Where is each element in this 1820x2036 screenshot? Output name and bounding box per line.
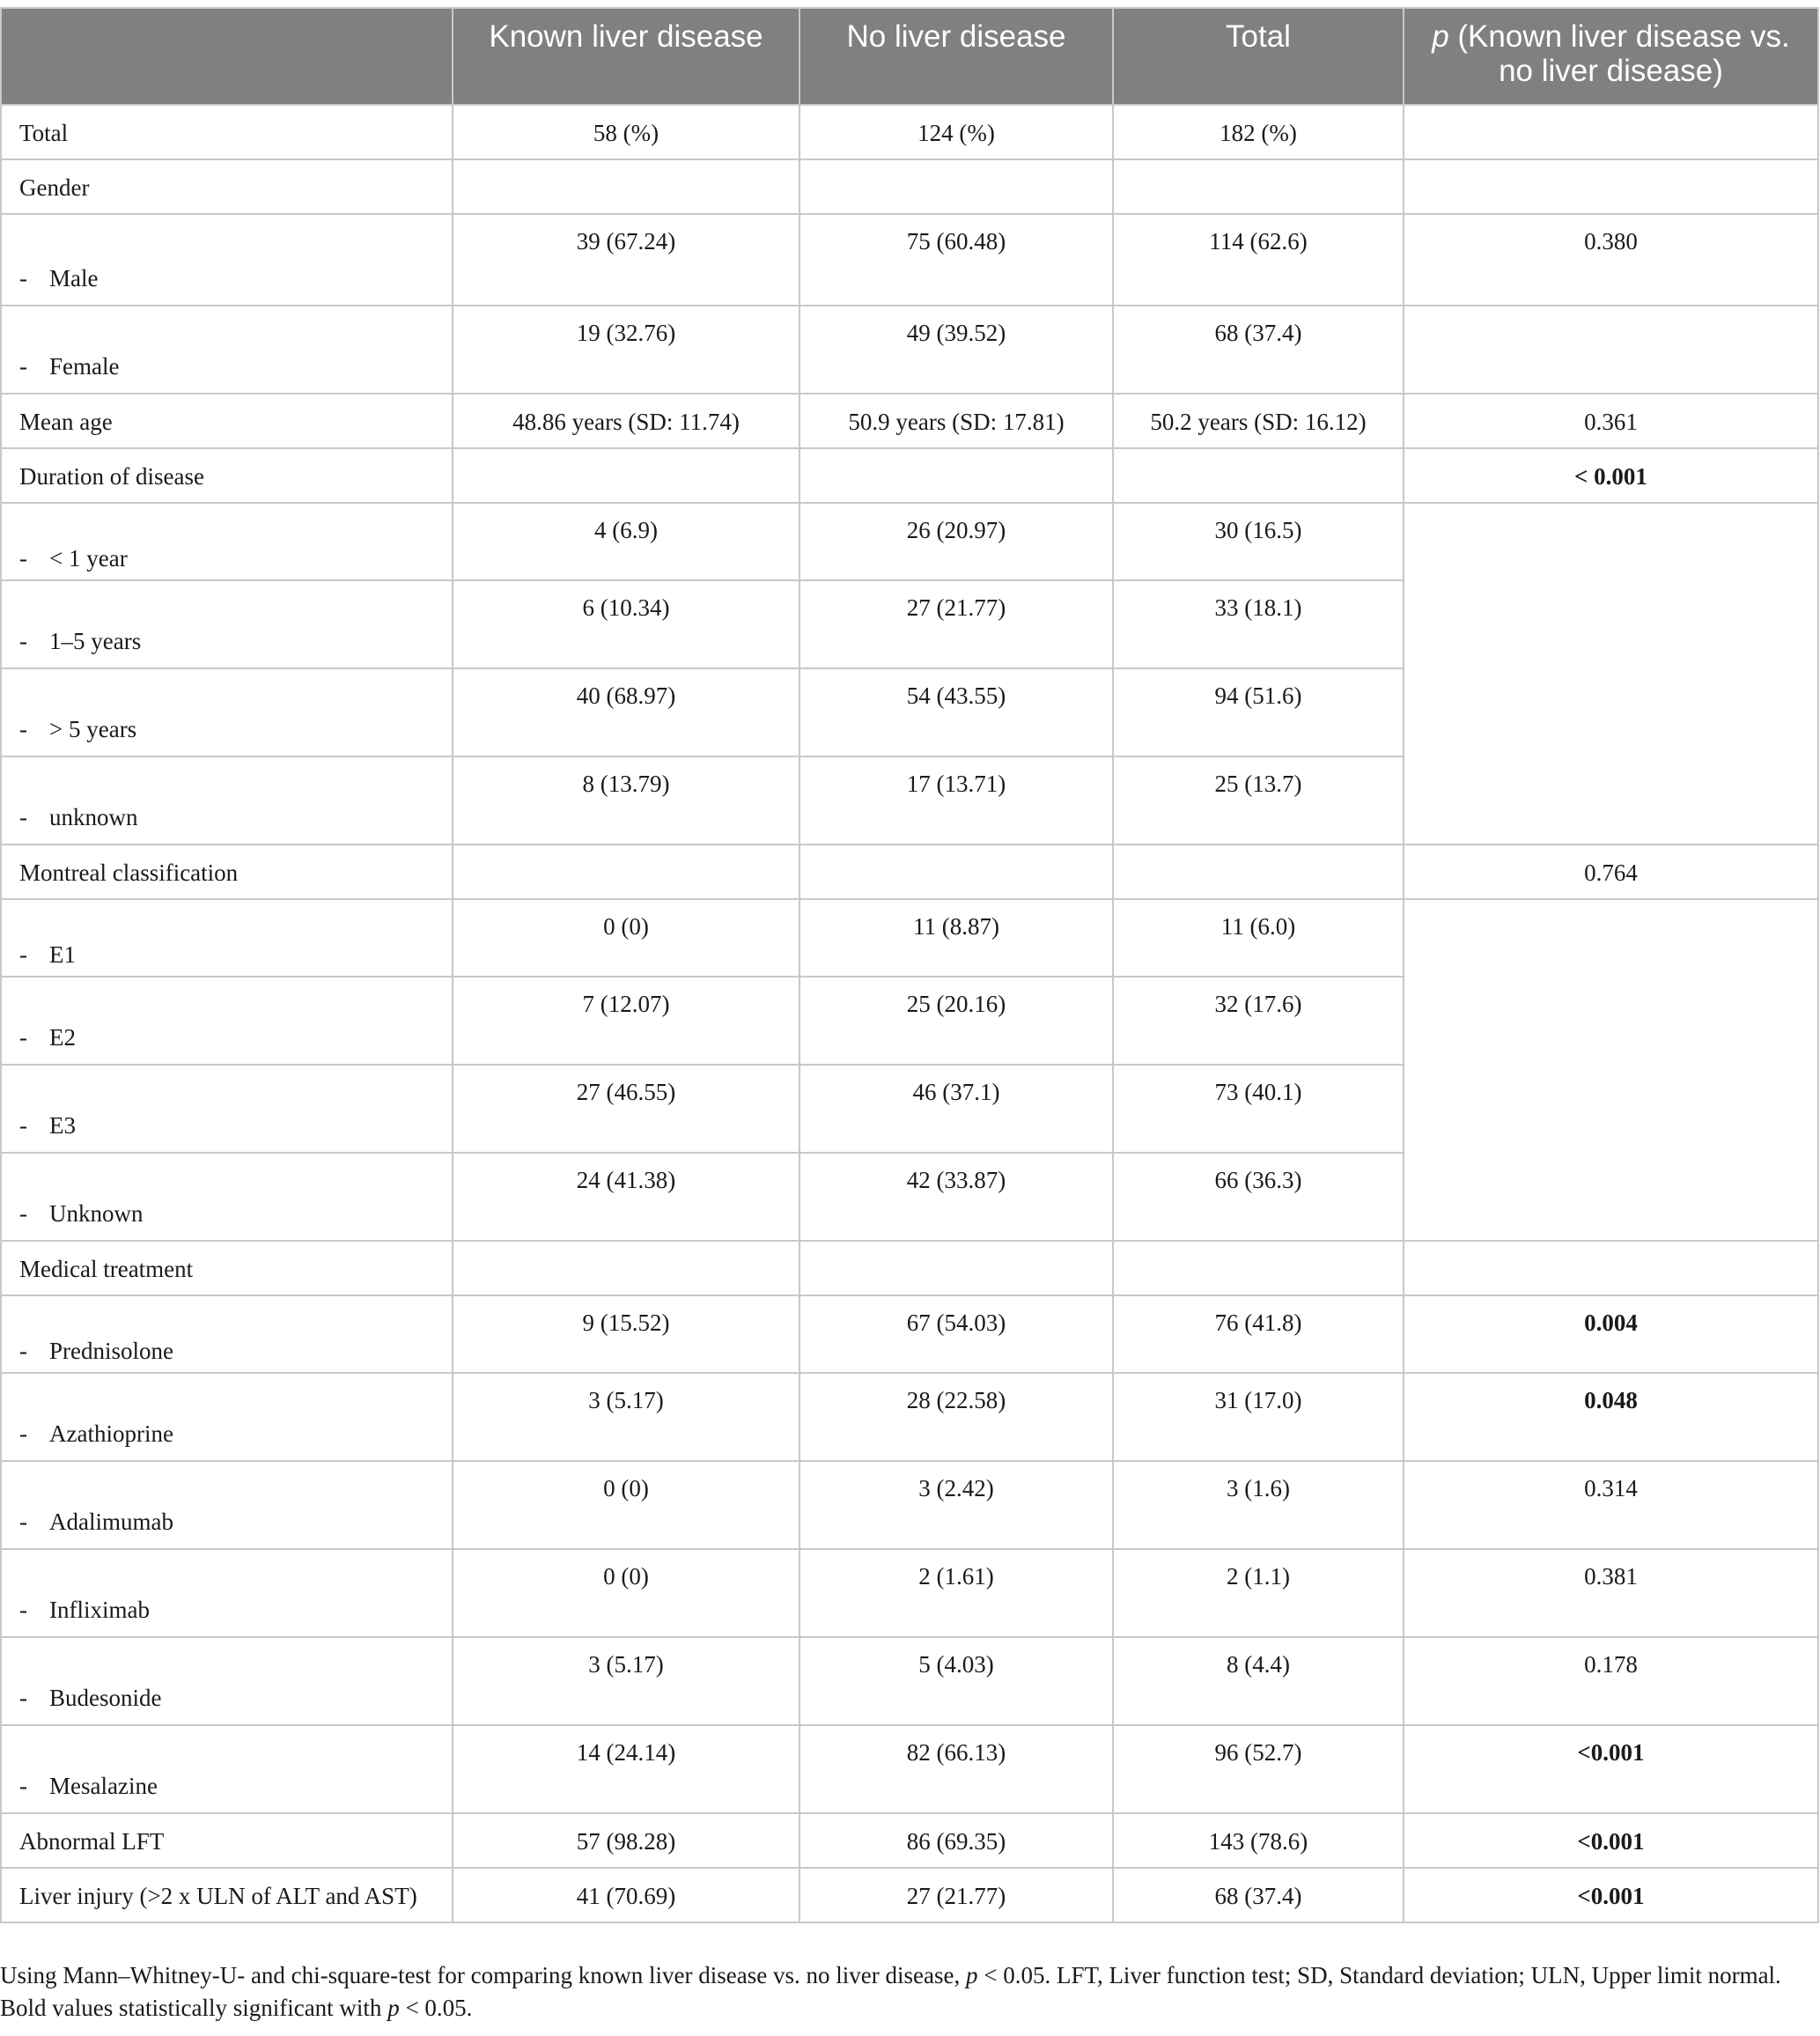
cell-p: 0.178 bbox=[1404, 1637, 1818, 1725]
cell-none: 124 (%) bbox=[799, 105, 1113, 159]
cell-none: 28 (22.58) bbox=[799, 1373, 1113, 1461]
row-label: - Male bbox=[1, 214, 453, 306]
cell-p bbox=[1404, 306, 1818, 394]
cell-known: 3 (5.17) bbox=[453, 1637, 799, 1725]
table-row bbox=[1, 448, 1818, 503]
row-label: - Female bbox=[1, 306, 453, 394]
patient-characteristics-table bbox=[0, 7, 1819, 1923]
row-label: - E1 bbox=[1, 899, 453, 977]
table-row bbox=[1, 845, 1818, 899]
cell-p: 0.764 bbox=[1404, 845, 1818, 899]
row-label: - E3 bbox=[1, 1065, 453, 1153]
cell-p bbox=[1404, 105, 1818, 159]
row-label: - Infliximab bbox=[1, 1549, 453, 1637]
cell-none: 2 (1.61) bbox=[799, 1549, 1113, 1637]
row-label: - Prednisolone bbox=[1, 1295, 453, 1373]
cell-known: 58 (%) bbox=[453, 105, 799, 159]
cell-p bbox=[1404, 159, 1818, 214]
table-row bbox=[1, 1868, 1818, 1922]
cell-total: 50.2 years (SD: 16.12) bbox=[1113, 394, 1404, 448]
cell-none: 46 (37.1) bbox=[799, 1065, 1113, 1153]
cell-known bbox=[453, 448, 799, 503]
cell-none bbox=[799, 1241, 1113, 1295]
cell-total bbox=[1113, 845, 1404, 899]
cell-none: 26 (20.97) bbox=[799, 503, 1113, 580]
cell-total: 114 (62.6) bbox=[1113, 214, 1404, 306]
row-label: - E2 bbox=[1, 977, 453, 1065]
cell-none: 49 (39.52) bbox=[799, 306, 1113, 394]
cell-total: 31 (17.0) bbox=[1113, 1373, 1404, 1461]
cell-total: 3 (1.6) bbox=[1113, 1461, 1404, 1549]
cell-known: 27 (46.55) bbox=[453, 1065, 799, 1153]
row-label: Total bbox=[1, 105, 453, 159]
table-row bbox=[1, 1637, 1818, 1725]
cell-known: 41 (70.69) bbox=[453, 1868, 799, 1922]
table-row bbox=[1, 394, 1818, 448]
cell-total: 94 (51.6) bbox=[1113, 668, 1404, 756]
row-label: - Azathioprine bbox=[1, 1373, 453, 1461]
cell-p bbox=[1404, 1241, 1818, 1295]
row-label: Gender bbox=[1, 159, 453, 214]
cell-total: 68 (37.4) bbox=[1113, 1868, 1404, 1922]
cell-known: 7 (12.07) bbox=[453, 977, 799, 1065]
cell-none: 25 (20.16) bbox=[799, 977, 1113, 1065]
cell-none bbox=[799, 845, 1113, 899]
table-row bbox=[1, 1295, 1818, 1373]
cell-none: 17 (13.71) bbox=[799, 756, 1113, 845]
cell-known: 24 (41.38) bbox=[453, 1153, 799, 1241]
cell-p: < 0.001 bbox=[1404, 448, 1818, 503]
cell-none bbox=[799, 159, 1113, 214]
row-label: - Budesonide bbox=[1, 1637, 453, 1725]
row-label: - < 1 year bbox=[1, 503, 453, 580]
row-label: Medical treatment bbox=[1, 1241, 453, 1295]
cell-p: 0.381 bbox=[1404, 1549, 1818, 1637]
cell-known bbox=[453, 159, 799, 214]
cell-none: 82 (66.13) bbox=[799, 1725, 1113, 1813]
row-label: - Mesalazine bbox=[1, 1725, 453, 1813]
cell-total: 11 (6.0) bbox=[1113, 899, 1404, 977]
cell-total: 143 (78.6) bbox=[1113, 1813, 1404, 1868]
cell-p: 0.004 bbox=[1404, 1295, 1818, 1373]
cell-total bbox=[1113, 159, 1404, 214]
cell-none: 5 (4.03) bbox=[799, 1637, 1113, 1725]
table-row bbox=[1, 503, 1818, 580]
header-label bbox=[1, 8, 453, 105]
table-row bbox=[1, 1725, 1818, 1813]
cell-none: 86 (69.35) bbox=[799, 1813, 1113, 1868]
cell-none: 54 (43.55) bbox=[799, 668, 1113, 756]
cell-total: 66 (36.3) bbox=[1113, 1153, 1404, 1241]
cell-known: 14 (24.14) bbox=[453, 1725, 799, 1813]
cell-none: 67 (54.03) bbox=[799, 1295, 1113, 1373]
header-p-text: (Known liver disease vs. no liver disease) bbox=[1448, 19, 1790, 88]
table-row bbox=[1, 1813, 1818, 1868]
cell-none: 11 (8.87) bbox=[799, 899, 1113, 977]
cell-none: 75 (60.48) bbox=[799, 214, 1113, 306]
cell-known: 6 (10.34) bbox=[453, 580, 799, 668]
table-row bbox=[1, 105, 1818, 159]
cell-p: <0.001 bbox=[1404, 1813, 1818, 1868]
cell-total: 73 (40.1) bbox=[1113, 1065, 1404, 1153]
cell-known: 9 (15.52) bbox=[453, 1295, 799, 1373]
header-total: Total bbox=[1113, 8, 1404, 105]
cell-total: 8 (4.4) bbox=[1113, 1637, 1404, 1725]
table-row bbox=[1, 159, 1818, 214]
row-label: - > 5 years bbox=[1, 668, 453, 756]
row-label: - Unknown bbox=[1, 1153, 453, 1241]
cell-known bbox=[453, 845, 799, 899]
table-row bbox=[1, 306, 1818, 394]
cell-total: 33 (18.1) bbox=[1113, 580, 1404, 668]
cell-known: 3 (5.17) bbox=[453, 1373, 799, 1461]
header-known-liver-disease: Known liver disease bbox=[453, 8, 799, 105]
cell-p: 0.380 bbox=[1404, 214, 1818, 306]
cell-none bbox=[799, 448, 1113, 503]
cell-known: 40 (68.97) bbox=[453, 668, 799, 756]
cell-known: 19 (32.76) bbox=[453, 306, 799, 394]
row-label: - 1–5 years bbox=[1, 580, 453, 668]
row-label: Abnormal LFT bbox=[1, 1813, 453, 1868]
row-label: Mean age bbox=[1, 394, 453, 448]
header-p-symbol: p bbox=[1432, 19, 1449, 54]
cell-known: 0 (0) bbox=[453, 1461, 799, 1549]
table-row bbox=[1, 1461, 1818, 1549]
cell-none: 50.9 years (SD: 17.81) bbox=[799, 394, 1113, 448]
row-label: Liver injury (>2 x ULN of ALT and AST) bbox=[1, 1868, 453, 1922]
row-label: - Adalimumab bbox=[1, 1461, 453, 1549]
cell-p-merged bbox=[1404, 899, 1818, 1241]
cell-none: 3 (2.42) bbox=[799, 1461, 1113, 1549]
cell-known: 0 (0) bbox=[453, 1549, 799, 1637]
cell-known: 39 (67.24) bbox=[453, 214, 799, 306]
cell-known bbox=[453, 1241, 799, 1295]
header-no-liver-disease: No liver disease bbox=[799, 8, 1113, 105]
cell-known: 4 (6.9) bbox=[453, 503, 799, 580]
row-label: - unknown bbox=[1, 756, 453, 845]
cell-p: 0.361 bbox=[1404, 394, 1818, 448]
cell-p: <0.001 bbox=[1404, 1725, 1818, 1813]
cell-none: 27 (21.77) bbox=[799, 580, 1113, 668]
cell-total: 32 (17.6) bbox=[1113, 977, 1404, 1065]
cell-total: 96 (52.7) bbox=[1113, 1725, 1404, 1813]
cell-known: 57 (98.28) bbox=[453, 1813, 799, 1868]
cell-total: 25 (13.7) bbox=[1113, 756, 1404, 845]
cell-total: 2 (1.1) bbox=[1113, 1549, 1404, 1637]
header-row bbox=[1, 8, 1818, 105]
row-label: Duration of disease bbox=[1, 448, 453, 503]
cell-known: 8 (13.79) bbox=[453, 756, 799, 845]
cell-total bbox=[1113, 1241, 1404, 1295]
header-p-value bbox=[1404, 8, 1818, 105]
cell-p: 0.314 bbox=[1404, 1461, 1818, 1549]
table-row bbox=[1, 1373, 1818, 1461]
table-row bbox=[1, 1549, 1818, 1637]
table-footnote: Using Mann–Whitney-U- and chi-square-test for comparing known liver disease vs. no liver disease, p < 0.05. LFT, Liver function test; SD, Standard deviation; ULN, Upper limit normal. Bold values statistically significant with p < 0.05. bbox=[0, 1962, 1781, 2021]
cell-total: 30 (16.5) bbox=[1113, 503, 1404, 580]
cell-known: 48.86 years (SD: 11.74) bbox=[453, 394, 799, 448]
table-row bbox=[1, 214, 1818, 306]
cell-total bbox=[1113, 448, 1404, 503]
cell-known: 0 (0) bbox=[453, 899, 799, 977]
cell-total: 76 (41.8) bbox=[1113, 1295, 1404, 1373]
cell-total: 182 (%) bbox=[1113, 105, 1404, 159]
row-label: Montreal classification bbox=[1, 845, 453, 899]
cell-p: <0.001 bbox=[1404, 1868, 1818, 1922]
cell-none: 42 (33.87) bbox=[799, 1153, 1113, 1241]
table-row bbox=[1, 1241, 1818, 1295]
cell-p-merged bbox=[1404, 503, 1818, 845]
table-row bbox=[1, 899, 1818, 977]
cell-none: 27 (21.77) bbox=[799, 1868, 1113, 1922]
cell-p: 0.048 bbox=[1404, 1373, 1818, 1461]
cell-total: 68 (37.4) bbox=[1113, 306, 1404, 394]
